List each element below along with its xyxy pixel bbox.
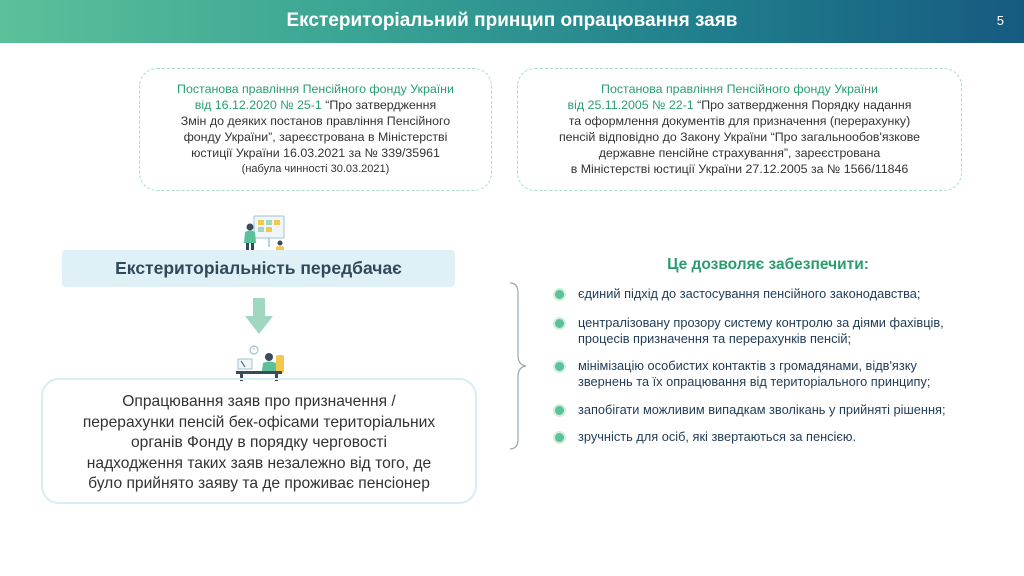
curly-brace-icon [506,281,528,451]
benefits-list [552,286,1012,446]
ref-right-line6: в Міністерстві юстиції України 27.12.2005 за № 1566/11846 [570,162,909,176]
bullet-dot-icon [555,362,564,371]
process-line3: органів Фонду в порядку черговості [131,434,387,451]
ref-right-line5: державне пенсійне страхування”, зареєстрована [598,146,881,160]
ref-right-line3: та оформлення документів для призначення (перерахунку) [568,114,911,128]
process-description-box [41,378,477,504]
presentation-people-icon [240,213,288,253]
benefit-item: централізовану прозору систему контролю за діями фахівців, процесів призначення та перерахунків пенсій; [552,315,1012,348]
bullet-dot-icon [555,406,564,415]
ref-left-line5: юстиції України 16.03.2021 за № 339/35961 [191,146,440,160]
header-bar [0,0,1024,43]
office-desk-icon [236,345,286,381]
benefit-item: запобігати можливим випадкам зволікань у прийняті рішення; [552,402,1012,419]
page-number: 5 [996,13,1004,28]
process-line1: Опрацювання заяв про призначення / [122,393,396,410]
benefit-item: мінімізацію особистих контактів з громадянами, відв'язку звернень та їх опрацювання від територіального принципу; [552,358,1012,391]
process-line2: перерахунки пенсій бек-офісами територіальних [82,413,436,431]
ref-right-line1: Постанова правління Пенсійного фонду України [601,82,878,96]
reference-box-left [139,68,492,191]
process-line5: було прийнято заяву та де проживає пенсіонер [88,475,430,492]
bullet-dot-icon [555,290,564,299]
ref-left-line2: від 16.12.2020 № 25-1 “Про затвердження [194,98,437,112]
reference-box-right [517,68,962,191]
ref-left-line3: Змін до деяких постанов правління Пенсійного [180,114,451,128]
bullet-dot-icon [555,433,564,442]
ref-right-line4: пенсій відповідно до Закону України “Про загальнообов'язкове [558,130,921,144]
allows-title: Це дозволяє забезпечити: [667,256,869,273]
ref-left-line6: (набула чинності 30.03.2021) [241,163,390,175]
ref-left-line4: фонду України”, зареєстрована в Міністерстві [183,130,448,144]
ref-right-line2: від 25.11.2005 № 22-1 “Про затвердження Порядку надання [567,98,912,112]
ref-left-line1: Постанова правління Пенсійного фонду України [177,82,454,96]
process-line4: надходження таких заяв незалежно від того, де [86,454,432,472]
bullet-dot-icon [555,319,564,328]
page-title: Екстериторіальний принцип опрацювання заяв [286,10,738,31]
benefit-item: зручність для осіб, які звертаються за пенсією. [552,429,1012,446]
down-arrow-icon [245,298,273,336]
provides-heading: Екстериторіальність передбачає [62,250,455,287]
benefit-item: єдиний підхід до застосування пенсійного законодавства; [552,286,1012,303]
